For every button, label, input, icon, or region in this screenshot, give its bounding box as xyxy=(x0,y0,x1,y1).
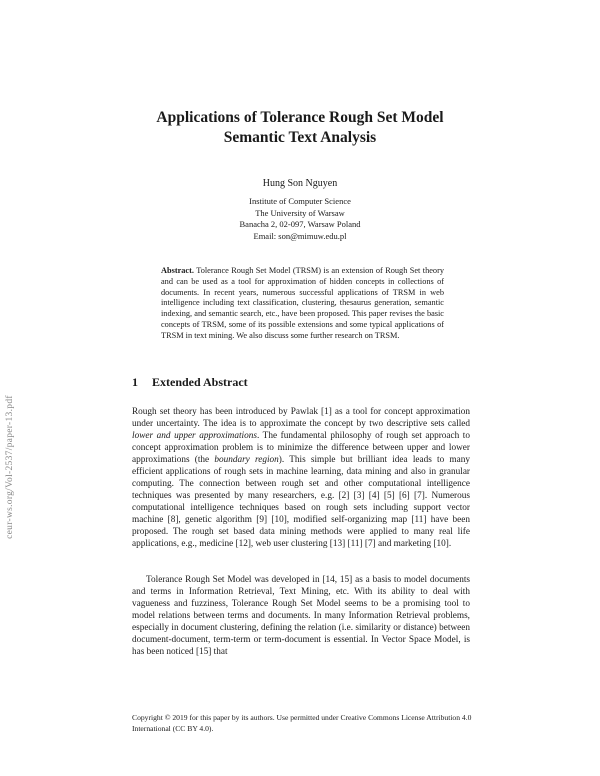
section-number: 1 xyxy=(132,375,138,389)
copyright-notice: Copyright © 2019 for this paper by its authors. Use permitted under Creative Commons License Attribution 4.0 International (CC BY 4.0). xyxy=(132,713,472,733)
affiliation xyxy=(100,196,500,242)
abstract xyxy=(161,266,444,342)
affiliation-line: Banacha 2, 02-097, Warsaw Poland xyxy=(239,219,361,230)
author-name: Hung Son Nguyen xyxy=(262,178,338,189)
affiliation-line: The University of Warsaw xyxy=(255,207,345,218)
paragraph-1-part-a: Rough set theory has been introduced by Pawlak [1] as a tool for concept approximation under uncertainty. The idea is to approximate the concept by two descriptive sets called xyxy=(132,407,470,429)
title-line-1: Applications of Tolerance Rough Set Model xyxy=(156,109,444,126)
paragraph-2: Tolerance Rough Set Model was developed in [14, 15] as a basis to model documents and terms in Information Retrieval, Text Mining, etc. With its ability to deal with vagueness and fuzziness, Tolerance Rough Set Model seems to be a promising tool to model relations between terms and documents. In many Information Retrieval problems, especially in document clustering, defining the relation (i.e. similarity or distance) between document-document, term-term or term-document is essential. In Vector Space Model, is has been noticed [15] that xyxy=(132,575,470,657)
paragraph-1-part-b: . The fundamental philosophy of rough set approach to concept approximation problem is to minimize the difference between upper and lower approximations (the xyxy=(132,431,470,465)
abstract-label: Abstract. xyxy=(161,266,194,275)
section-title: Extended Abstract xyxy=(152,375,248,389)
paragraph-1 xyxy=(132,406,470,550)
email-line: Email: son@mimuw.edu.pl xyxy=(253,230,347,241)
paragraph-1-part-c: ). This simple but brilliant idea leads to many efficient applications of rough sets in machine learning, data mining and also in granular computing. The connection between rough set and other computational intelligence techniques was presented by many researchers, e.g. [2] [3] [4] [5] [6] [7]. Numerous computational intelligence techniques based on rough sets including support vector machine [8], genetic algorithm [9] [10], modified self-organizing map [11] have been proposed. The rough set based data mining methods were applied to many real life applications, e.g., medicine [12], web user clustering [13] [11] [7] and marketing [10]. xyxy=(132,455,470,549)
emphasis-boundary-region: boundary region xyxy=(214,455,279,465)
emphasis-lower-upper: lower and upper approximations xyxy=(132,431,257,441)
paper-title xyxy=(100,108,500,148)
abstract-text: Tolerance Rough Set Model (TRSM) is an extension of Rough Set theory and can be used as a tool for approximation of hidden concepts in collections of documents. In recent years, numerous successful applications of TRSM in web intelligence including text classification, clustering, thesaurus generation, semantic indexing, and semantic search, etc., have been proposed. This paper revises the basic concepts of TRSM, some of its possible extensions and some typical applications of TRSM in text mining. We also discuss some further research on TRSM. xyxy=(161,266,444,340)
section-heading xyxy=(132,375,248,390)
affiliation-line: Institute of Computer Science xyxy=(249,196,351,206)
title-line-2: Semantic Text Analysis xyxy=(223,129,377,146)
side-stamp: ceur-ws.org/Vol-2537/paper-13.pdf xyxy=(5,395,15,539)
